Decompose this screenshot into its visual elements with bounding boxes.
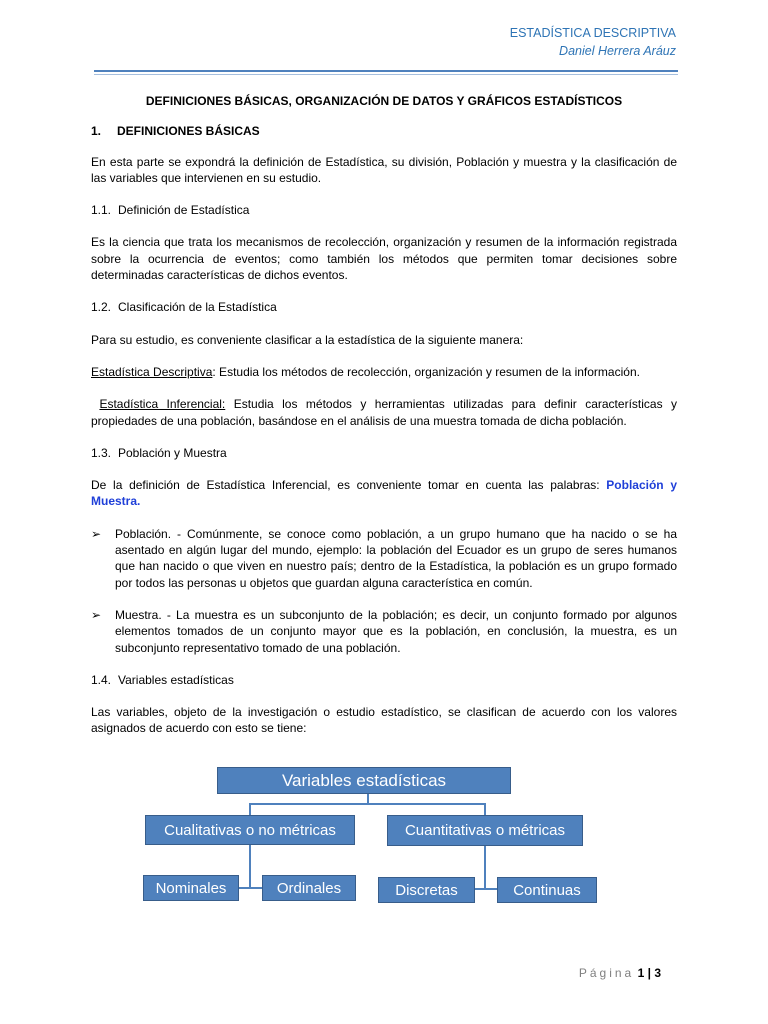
diagram-root-box: Variables estadísticas: [217, 767, 511, 794]
section-1-4-number: 1.4.: [91, 672, 112, 687]
diagram-discrete-box: Discretas: [378, 877, 475, 903]
section-1-1-number: 1.1.: [91, 203, 112, 218]
footer-total-pages: 3: [654, 966, 661, 980]
inferential-stat-term: Estadística Inferencial:: [99, 397, 226, 412]
section-1-3-intro-text: De la definición de Estadística Inferencial, es conveniente tomar en cuenta las palabras:: [91, 478, 607, 493]
diagram-continuous-box: Continuas: [497, 877, 597, 903]
connector-quant-down: [484, 845, 486, 890]
section-1-number: 1.: [91, 124, 102, 139]
section-1-3-intro: [91, 477, 677, 510]
diagram-qualitative-box: Cualitativas o no métricas: [145, 815, 355, 845]
section-1-3-highlight: Población y Muestra.: [91, 478, 677, 509]
connector-to-nominal: [238, 887, 262, 889]
descriptive-stat-paragraph: [91, 364, 677, 380]
section-1-3-heading: [91, 445, 677, 461]
section-1-text: En esta parte se expondrá la definición de Estadística, su división, Población y muestra y la clasificación de las variables que intervienen en su estudio.: [91, 154, 677, 185]
bullet-arrow-icon: ➢: [91, 526, 102, 541]
bullet-arrow-icon: ➢: [91, 607, 102, 622]
section-1-3-title: Población y Muestra: [118, 445, 227, 460]
footer-page-label: Página: [578, 966, 635, 980]
header-title: ESTADÍSTICA DESCRIPTIVA: [509, 26, 676, 40]
connector-root-down: [367, 793, 369, 804]
section-1-title: DEFINICIONES BÁSICAS: [117, 124, 260, 139]
section-1-3-number: 1.3.: [91, 445, 112, 460]
descriptive-stat-text: : Estudia los métodos de recolección, organización y resumen de la información.: [212, 364, 640, 379]
list-item-muestra: [91, 607, 677, 656]
footer-separator: |: [647, 966, 651, 980]
header-rule-thin: [94, 74, 678, 75]
section-1-4-title: Variables estadísticas: [118, 672, 234, 687]
connector-to-qual: [249, 803, 251, 816]
section-1-4-text: Las variables, objeto de la investigación o estudio estadístico, se clasifican de acuerdo con los valores asignados de acuerdo con esto se tiene:: [91, 705, 677, 736]
page-header: [510, 24, 676, 60]
section-1-2-number: 1.2.: [91, 300, 112, 315]
diagram-quantitative-box: Cuantitativas o métricas: [387, 815, 583, 846]
list-item-poblacion: [91, 526, 677, 591]
section-1-2-intro: Para su estudio, es conveniente clasificar a la estadística de la siguiente manera:: [91, 332, 524, 347]
section-1-heading: [91, 123, 677, 139]
inferential-stat-text: Estudia los métodos y herramientas utilizadas para definir características y propiedades de una población, basándose en el análisis de una muestra tomada de dicha población.: [91, 397, 677, 428]
header-rule: [94, 70, 678, 72]
inferential-stat-paragraph: [91, 396, 677, 429]
footer-current-page: 1: [637, 966, 645, 980]
section-1-2-title: Clasificación de la Estadística: [118, 300, 277, 315]
diagram-ordinal-box: Ordinales: [262, 875, 356, 901]
descriptive-stat-term: Estadística Descriptiva: [91, 364, 213, 379]
header-author: Daniel Herrera Aráuz: [559, 44, 676, 58]
page-title: DEFINICIONES BÁSICAS, ORGANIZACIÓN DE DATOS Y GRÁFICOS ESTADÍSTICOS: [145, 94, 623, 108]
section-1-1-heading: [91, 202, 677, 218]
connector-qual-down: [249, 843, 251, 889]
diagram-nominal-box: Nominales: [143, 875, 239, 901]
connector-root-horizontal: [249, 803, 486, 805]
muestra-definition: Muestra. - La muestra es un subconjunto de la población; es decir, un conjunto formado por algunos elementos tomados de un conjunto mayor que es la población, en conclusión, la muestra, es un subconjunto representativo tomado de una población.: [115, 607, 677, 655]
page-footer: [579, 966, 661, 980]
document-body: [91, 93, 677, 753]
connector-to-quant: [484, 803, 486, 815]
section-1-1-text: Es la ciencia que trata los mecanismos de recolección, organización y resumen de la información registrada sobre la ocurrencia de eventos; como también los métodos que permiten tomar decisiones sobre determinadas características de dichos eventos.: [91, 235, 677, 283]
section-1-1-title: Definición de Estadística: [118, 203, 250, 218]
connector-to-discrete: [474, 888, 498, 890]
section-1-4-heading: [91, 672, 677, 688]
section-1-2-heading: [91, 299, 677, 315]
poblacion-definition: Población. - Comúnmente, se conoce como población, a un grupo humano que ha nacido o se ha asentado en algún lugar del mundo, ejemplo: la población del Ecuador es un grupo de seres humanos que han nacido o que viven en nuestro país; dentro de la Estadística, la población es un grupo formado por todos las personas u objetos que guardan alguna característica en común.: [115, 526, 677, 590]
